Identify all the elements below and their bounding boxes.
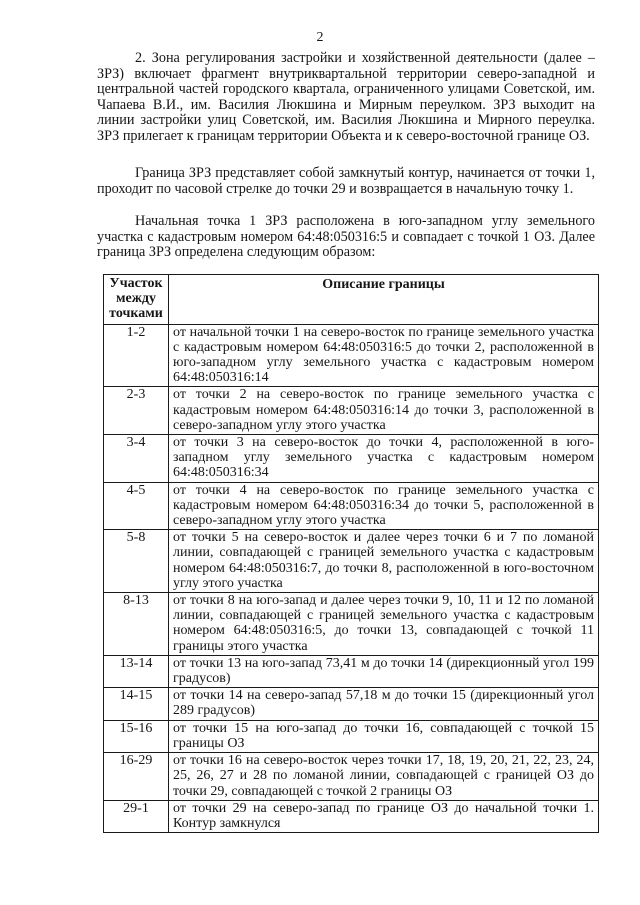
segment-cell: 15-16 [104,720,169,752]
segment-cell: 8-13 [104,593,169,656]
table-row [104,482,599,530]
table-row [104,688,599,720]
segment-cell: 2-3 [104,387,169,435]
table-row [104,753,599,801]
description-cell: от точки 13 на юго-запад 73,41 м до точки 14 (дирекционный угол 199 градусов) [169,655,599,687]
description-cell: от точки 2 на северо-восток по границе земельного участка с кадастровым номером 64:48:050316:14 до точки 3, расположенной в северо-западном углу этого участка [169,387,599,435]
header-description: Описание границы [169,275,599,325]
table-row [104,720,599,752]
description-cell: от точки 16 на северо-восток через точки 17, 18, 19, 20, 21, 22, 23, 24, 25, 26, 27 и 28 по ломаной линии, совпадающей с границей ОЗ до точки 29, совпадающей с точкой 2 границы ОЗ [169,753,599,801]
description-cell: от точки 14 на северо-запад 57,18 м до точки 15 (дирекционный угол 289 градусов) [169,688,599,720]
table-row [104,655,599,687]
description-cell: от точки 15 на юго-запад до точки 16, совпадающей с точкой 15 границы ОЗ [169,720,599,752]
header-segment: Участок между точками [104,275,169,325]
segment-cell: 29-1 [104,800,169,832]
segment-cell: 5-8 [104,530,169,593]
segment-cell: 14-15 [104,688,169,720]
table-row [104,530,599,593]
paragraph-zrz-composition: 2. Зона регулирования застройки и хозяйственной деятельности (далее – ЗРЗ) включает фрагмент внутриквартальной территории северо-западной и центральной частей городского квартала, ограниченного улицами Советской, им. Чапаева В.И., им. Василия Люкшина и Мирным переулком. ЗРЗ выходит на линии застройки улиц Советской, им. Василия Люкшина и Мирного переулка. ЗРЗ прилегает к границам территории Объекта и к северо-восточной границе ОЗ. [97,50,595,144]
paragraph-start-point: Начальная точка 1 ЗРЗ расположена в юго-западном углу земельного участка с кадастровым номером 64:48:050316:5 и совпадает с точкой 1 ОЗ. Далее граница ЗРЗ определена следующим образом: [97,213,595,261]
description-cell: от точки 8 на юго-запад и далее через точки 9, 10, 11 и 12 по ломаной линии, совпадающей с границей земельного участка с кадастровым номером 64:48:050316:5, до точки 13, совпадающей с точкой 11 границы этого участка [169,593,599,656]
table-row [104,593,599,656]
table-row [104,324,599,387]
segment-cell: 16-29 [104,753,169,801]
segment-cell: 1-2 [104,324,169,387]
description-cell: от точки 4 на северо-восток по границе земельного участка с кадастровым номером 64:48:050316:34 до точки 5, расположенной в северо-западном углу этого участка [169,482,599,530]
segment-cell: 13-14 [104,655,169,687]
boundary-table [103,274,599,833]
page-number: 2 [316,30,324,45]
description-cell: от точки 5 на северо-восток и далее через точки 6 и 7 по ломаной линии, совпадающей с границей земельного участка с кадастровым номером 64:48:050316:7, до точки 8, расположенной в юго-восточном углу этого участка [169,530,599,593]
segment-cell: 4-5 [104,482,169,530]
segment-cell: 3-4 [104,435,169,483]
description-cell: от точки 3 на северо-восток до точки 4, расположенной в юго-западном углу земельного участка с кадастровым номером 64:48:050316:34 [169,435,599,483]
table-row [104,435,599,483]
paragraph-contour: Граница ЗРЗ представляет собой замкнутый контур, начинается от точки 1, проходит по часовой стрелке до точки 29 и возвращается в начальную точку 1. [97,165,595,197]
table-row [104,800,599,832]
table-header-row [104,275,599,325]
table-row [104,387,599,435]
description-cell: от начальной точки 1 на северо-восток по границе земельного участка с кадастровым номером 64:48:050316:5 до точки 2, расположенной в юго-западном углу земельного участка с кадастровым номером 64:48:050316:14 [169,324,599,387]
description-cell: от точки 29 на северо-запад по границе ОЗ до начальной точки 1. Контур замкнулся [169,800,599,832]
